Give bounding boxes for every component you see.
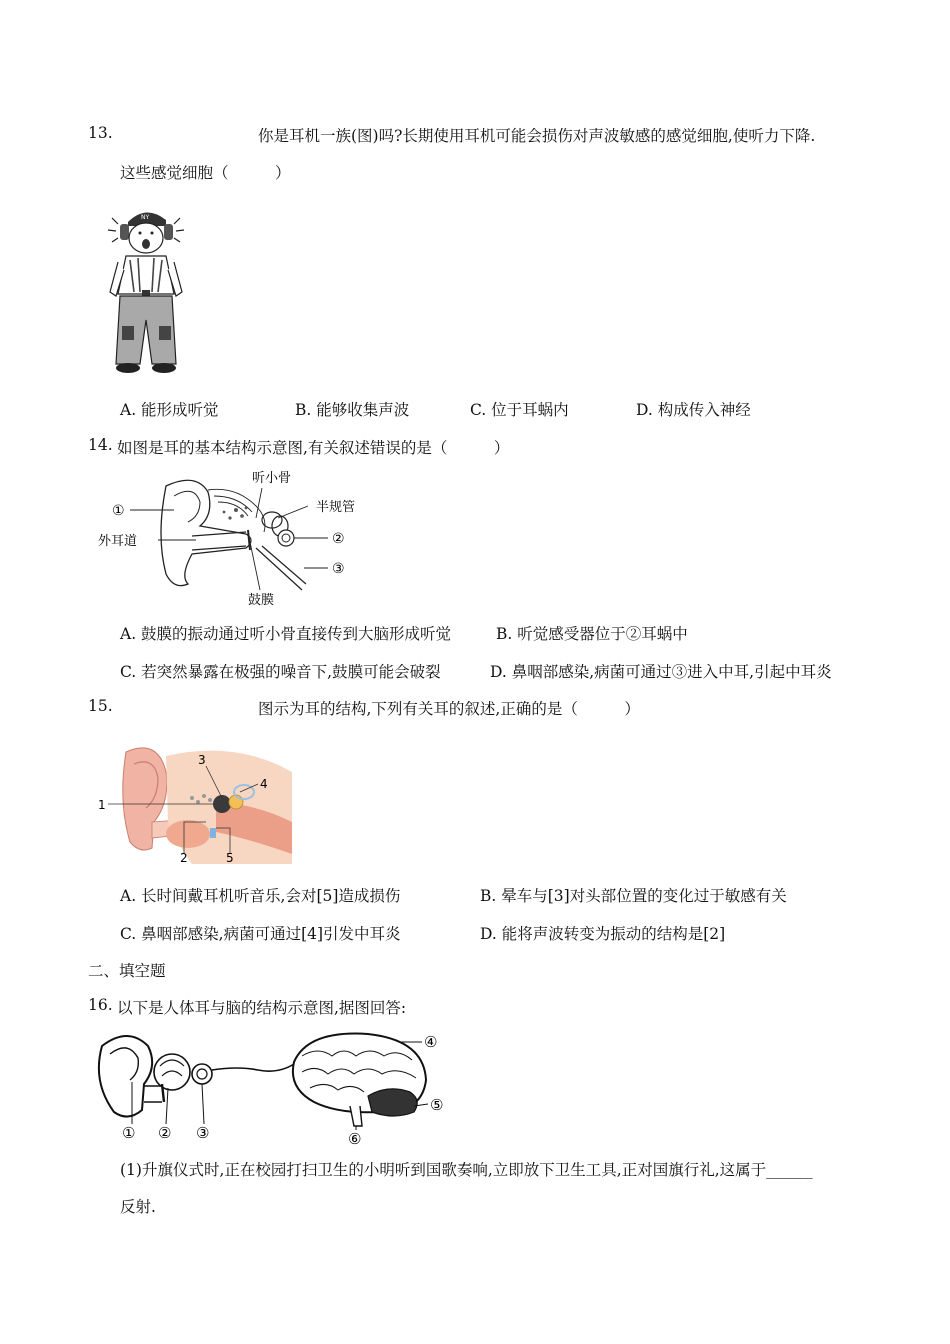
q15-ear-color-figure bbox=[96, 742, 292, 864]
q16-label-2: ② bbox=[158, 1124, 172, 1142]
svg-text:NY: NY bbox=[141, 214, 150, 221]
q13-option-a: A. 能形成听觉 bbox=[120, 401, 219, 419]
q14-number: 14. bbox=[88, 436, 113, 454]
q15-label-2: 2 bbox=[180, 851, 188, 864]
q13-number: 13. bbox=[88, 124, 113, 142]
q14-label-2: ② bbox=[332, 531, 345, 547]
q13-stem-continued: 这些感觉细胞（ ） bbox=[120, 164, 291, 182]
q16-sub1-line2: 反射. bbox=[120, 1198, 156, 1216]
q13-option-d: D. 构成传入神经 bbox=[636, 401, 751, 419]
q15-label-4: 4 bbox=[260, 777, 268, 791]
q16-sub1-line1: (1)升旗仪式时,正在校园打扫卫生的小明听到国歌奏响,立即放下卫生工具,正对国旗行礼,这属于______ bbox=[120, 1161, 813, 1179]
q14-label-semicircular: 半规管 bbox=[316, 500, 356, 515]
q14-label-3: ③ bbox=[332, 561, 345, 577]
q14-option-a: A. 鼓膜的振动通过听小骨直接传到大脑形成听觉 bbox=[120, 625, 452, 643]
q16-stem: 以下是人体耳与脑的结构示意图,据图回答: bbox=[117, 999, 407, 1017]
q16-label-5: ⑤ bbox=[430, 1096, 444, 1114]
q16-label-4: ④ bbox=[424, 1033, 438, 1051]
q14-ear-structure-figure bbox=[96, 466, 366, 610]
q16-number: 16. bbox=[88, 996, 113, 1014]
q14-option-c: C. 若突然暴露在极强的噪音下,鼓膜可能会破裂 bbox=[120, 663, 441, 681]
q13-headphone-boy-figure bbox=[104, 200, 188, 376]
q14-label-1: ① bbox=[112, 503, 125, 519]
q15-label-3: 3 bbox=[198, 753, 206, 767]
q13-option-c: C. 位于耳蜗内 bbox=[470, 401, 569, 419]
q14-label-eardrum: 鼓膜 bbox=[248, 593, 275, 608]
q13-option-b: B. 能够收集声波 bbox=[295, 401, 410, 419]
q14-stem: 如图是耳的基本结构示意图,有关叙述错误的是（ ） bbox=[117, 439, 510, 457]
section-title-fill-in: 二、填空题 bbox=[88, 962, 166, 980]
q15-option-a: A. 长时间戴耳机听音乐,会对[5]造成损伤 bbox=[120, 887, 401, 905]
q16-label-3: ③ bbox=[196, 1124, 210, 1142]
q16-ear-brain-figure bbox=[88, 1026, 448, 1146]
q13-stem: 你是耳机一族(图)吗?长期使用耳机可能会损伤对声波敏感的感觉细胞,使听力下降. bbox=[258, 127, 816, 145]
q15-option-d: D. 能将声波转变为振动的结构是[2] bbox=[480, 925, 726, 943]
q14-option-b: B. 听觉感受器位于②耳蜗中 bbox=[496, 625, 688, 643]
q14-label-ear-canal: 外耳道 bbox=[98, 534, 138, 549]
q15-option-c: C. 鼻咽部感染,病菌可通过[4]引发中耳炎 bbox=[120, 925, 401, 943]
q14-label-ossicles: 听小骨 bbox=[252, 471, 292, 486]
q15-label-1: 1 bbox=[98, 798, 106, 812]
q14-option-d: D. 鼻咽部感染,病菌可通过③进入中耳,引起中耳炎 bbox=[490, 663, 832, 681]
q15-stem: 图示为耳的结构,下列有关耳的叙述,正确的是（ ） bbox=[258, 700, 640, 718]
q15-option-b: B. 晕车与[3]对头部位置的变化过于敏感有关 bbox=[480, 887, 787, 905]
q16-label-6: ⑥ bbox=[348, 1130, 362, 1146]
q16-label-1: ① bbox=[122, 1124, 136, 1142]
q15-number: 15. bbox=[88, 697, 113, 715]
q15-label-5: 5 bbox=[226, 851, 234, 864]
